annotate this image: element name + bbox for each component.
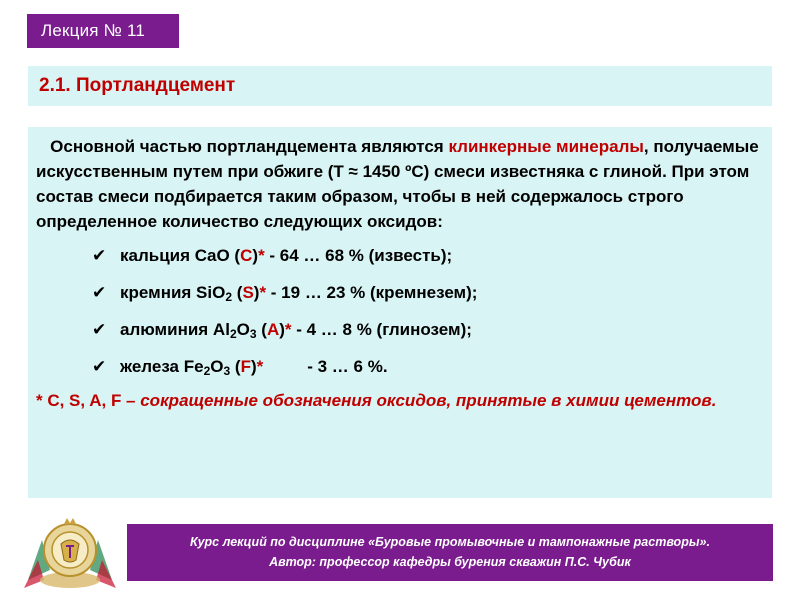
lecture-badge: Лекция № 11 bbox=[27, 14, 179, 48]
intro-text-part1: Основной частью портландцемента являются bbox=[50, 137, 449, 156]
note-text: – сокращенные обозначения оксидов, принятые в химии цементов. bbox=[121, 391, 717, 410]
oxide-list bbox=[36, 242, 762, 380]
list-item-calcium bbox=[36, 242, 762, 269]
item-text: алюминия $Al_2O_3$ (A)* - 4 … 8 % (глинозем); bbox=[120, 320, 472, 341]
note-lead: * C, S, A, F bbox=[36, 391, 122, 410]
list-item-silicon bbox=[36, 279, 762, 306]
footer-course-line: Курс лекций по дисциплине «Буровые промывочные и тампонажные растворы». bbox=[190, 535, 710, 549]
oxide-letter: A bbox=[266, 320, 280, 339]
content-panel bbox=[28, 127, 772, 498]
course-footer bbox=[127, 524, 773, 581]
oxide-star: * bbox=[258, 246, 265, 265]
oxide-star: * bbox=[259, 283, 267, 302]
oxide-star: * bbox=[284, 320, 292, 339]
checkmark-icon: ✔ bbox=[92, 283, 107, 302]
oxide-letter: C bbox=[240, 246, 253, 265]
oxide-letter: S bbox=[242, 283, 254, 302]
section-title: 2.1. Портландцемент bbox=[28, 66, 772, 106]
checkmark-icon: ✔ bbox=[92, 246, 107, 265]
oxide-star: * bbox=[256, 357, 264, 376]
list-item-iron bbox=[36, 353, 762, 380]
checkmark-icon: ✔ bbox=[92, 357, 107, 376]
checkmark-icon: ✔ bbox=[92, 320, 107, 339]
intro-text-part2: , получаемые искусственным путем при обжиге (Т ≈ 1450 ºС) смеси известняка с глиной. При этом состав смеси подбирается таким образом, чтобы в ней содержалось строго определенное количество следующих оксидов: bbox=[36, 137, 759, 231]
item-text: кальция CaO (C)* - 64 … 68 % (известь); bbox=[120, 246, 453, 265]
university-emblem-icon bbox=[20, 510, 120, 594]
intro-highlight: клинкерные минералы bbox=[448, 137, 644, 156]
list-item-aluminium bbox=[36, 316, 762, 343]
item-text: кремния SiO$_2$ (S)* - 19 … 23 % (кремнезем); bbox=[120, 283, 478, 304]
intro-paragraph bbox=[36, 134, 762, 234]
oxide-letter: F bbox=[240, 357, 251, 376]
abbreviation-note bbox=[36, 388, 762, 413]
item-text: железа $Fe_2O_3$ (F)* - 3 … 6 %. bbox=[120, 357, 388, 378]
footer-author-line: Автор: профессор кафедры бурения скважин П.С. Чубик bbox=[269, 555, 631, 569]
